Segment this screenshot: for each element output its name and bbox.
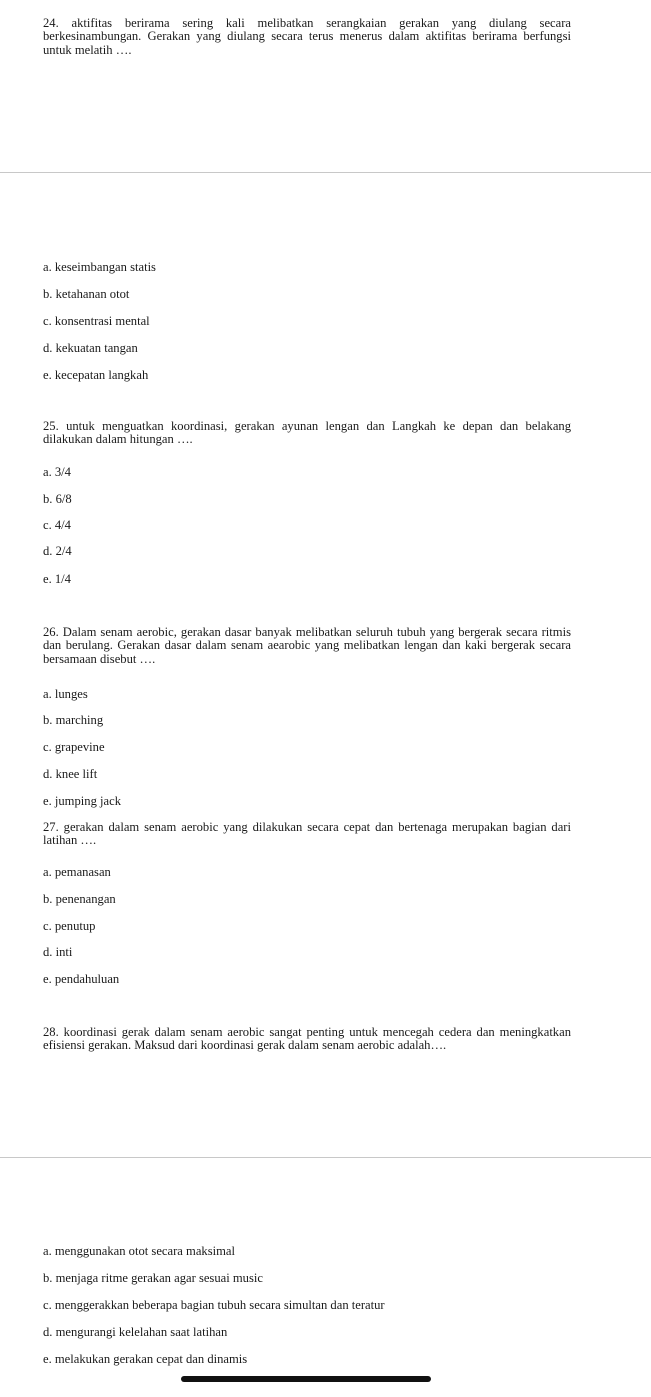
question-24-option-b[interactable]: b. ketahanan otot xyxy=(43,287,130,301)
question-24-option-d[interactable]: d. kekuatan tangan xyxy=(43,341,138,355)
question-25-option-d[interactable]: d. 2/4 xyxy=(43,544,72,558)
question-25-text: 25. untuk menguatkan koordinasi, gerakan ayunan lengan dan Langkah ke depan dan belakang dilakukan dalam hitungan …. xyxy=(43,419,571,447)
question-25-option-a[interactable]: a. 3/4 xyxy=(43,465,71,479)
question-28-option-a[interactable]: a. menggunakan otot secara maksimal xyxy=(43,1244,235,1258)
question-27-option-a[interactable]: a. pemanasan xyxy=(43,865,111,879)
question-24-text: 24. aktifitas berirama sering kali melibatkan serangkaian gerakan yang diulang secara berkesinambungan. Gerakan yang diulang secara terus menerus dalam aktifitas berirama berfungsi untuk melatih …. xyxy=(43,16,571,57)
question-27-text: 27. gerakan dalam senam aerobic yang dilakukan secara cepat dan bertenaga merupakan bagian dari latihan …. xyxy=(43,820,571,848)
question-28-text: 28. koordinasi gerak dalam senam aerobic sangat penting untuk mencegah cedera dan meningkatkan efisiensi gerakan. Maksud dari koordinasi gerak dalam senam aerobic adalah…. xyxy=(43,1025,571,1053)
question-28-option-e[interactable]: e. melakukan gerakan cepat dan dinamis xyxy=(43,1352,248,1366)
question-26-option-c[interactable]: c. grapevine xyxy=(43,740,105,754)
page-divider xyxy=(0,1157,651,1158)
question-26-option-e[interactable]: e. jumping jack xyxy=(43,794,121,808)
question-27-option-e[interactable]: e. pendahuluan xyxy=(43,972,120,986)
question-28-option-b[interactable]: b. menjaga ritme gerakan agar sesuai music xyxy=(43,1271,263,1285)
question-25-option-e[interactable]: e. 1/4 xyxy=(43,572,71,586)
home-indicator[interactable] xyxy=(181,1376,431,1382)
question-28-option-c[interactable]: c. menggerakkan beberapa bagian tubuh secara simultan dan teratur xyxy=(43,1298,385,1312)
question-26-option-a[interactable]: a. lunges xyxy=(43,687,88,701)
question-26-text: 26. Dalam senam aerobic, gerakan dasar banyak melibatkan seluruh tubuh yang bergerak secara ritmis dan berulang. Gerakan dasar dalam senam aearobic yang melibatkan lengan dan kaki bergerak secara bersamaan disebut …. xyxy=(43,625,571,666)
question-26-option-d[interactable]: d. knee lift xyxy=(43,767,98,781)
question-25-option-b[interactable]: b. 6/8 xyxy=(43,492,72,506)
question-24-option-c[interactable]: c. konsentrasi mental xyxy=(43,314,150,328)
question-24-option-e[interactable]: e. kecepatan langkah xyxy=(43,368,149,382)
question-27-option-c[interactable]: c. penutup xyxy=(43,919,96,933)
question-28-option-d[interactable]: d. mengurangi kelelahan saat latihan xyxy=(43,1325,228,1339)
question-24-option-a[interactable]: a. keseimbangan statis xyxy=(43,260,156,274)
question-25-option-c[interactable]: c. 4/4 xyxy=(43,518,71,532)
question-27-option-b[interactable]: b. penenangan xyxy=(43,892,116,906)
page-divider xyxy=(0,172,651,173)
question-27-option-d[interactable]: d. inti xyxy=(43,945,73,959)
question-26-option-b[interactable]: b. marching xyxy=(43,713,104,727)
